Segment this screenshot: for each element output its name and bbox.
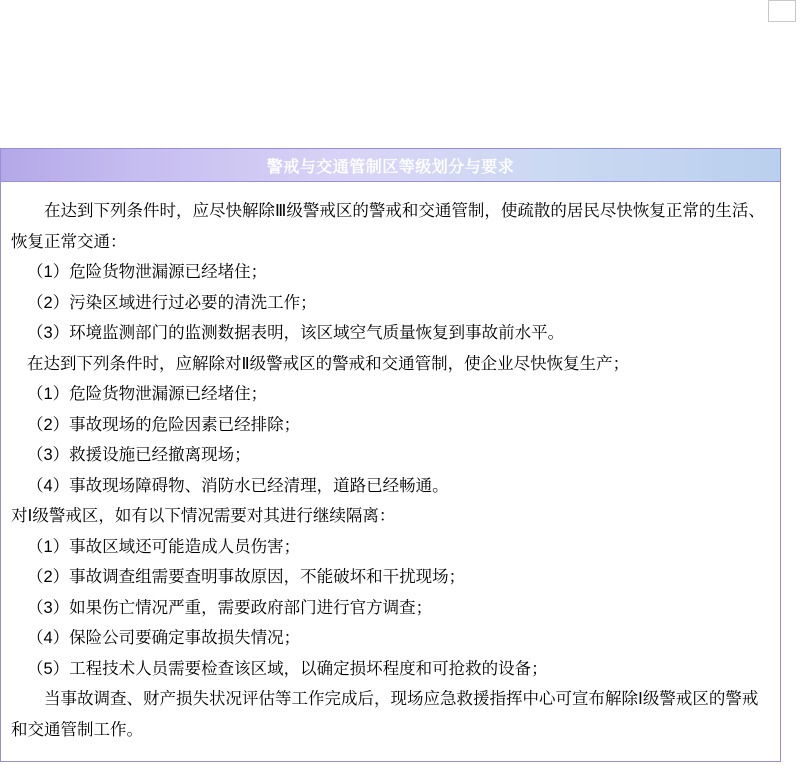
paragraph: 在达到下列条件时，应解除对Ⅱ级警戒区的警戒和交通管制，使企业尽快恢复生产；: [27, 354, 630, 373]
slide-body: [0, 182, 781, 762]
list-item: （2）事故调查组需要查明事故原因，不能破坏和干扰现场；: [27, 568, 466, 586]
paragraph: 当事故调查、财产损失状况评估等工作完成后，现场应急救援指挥中心可宣布解除Ⅰ级警戒区的警戒和交通管制工作。: [11, 690, 759, 739]
page-title: 警戒与交通管制区等级划分与要求: [266, 158, 515, 176]
list-item: （1）危险货物泄漏源已经堵住；: [27, 263, 268, 281]
slide-title-bar: [0, 148, 781, 182]
paragraph: 在达到下列条件时，应尽快解除Ⅲ级警戒区的警戒和交通管制，使疏散的居民尽快恢复正常的生活、恢复正常交通：: [11, 202, 765, 251]
list-item: （5）工程技术人员需要检查该区域，以确定损坏程度和可抢救的设备；: [27, 659, 548, 678]
list-item: （2）污染区域进行过必要的清洗工作；: [27, 293, 317, 312]
list-item: （3）如果伤亡情况严重，需要政府部门进行官方调查；: [27, 598, 433, 617]
list-item: （3）救援设施已经撤离现场；: [27, 446, 251, 464]
list-item: （1）事故区域还可能造成人员伤害；: [27, 537, 301, 556]
slide-content-block: [0, 148, 781, 762]
paragraph: 对Ⅰ级警戒区，如有以下情况需要对其进行继续隔离：: [11, 507, 396, 525]
list-item: （4）事故现场障碍物、消防水已经清理，道路已经畅通。: [27, 476, 449, 495]
list-item: （1）危险货物泄漏源已经堵住；: [27, 385, 268, 403]
list-item: （2）事故现场的危险因素已经排除；: [27, 415, 301, 434]
list-item: （3）环境监测部门的监测数据表明，该区域空气质量恢复到事故前水平。: [27, 324, 565, 342]
top-right-blank-box: [768, 0, 796, 22]
list-item: （4）保险公司要确定事故损失情况；: [27, 629, 301, 647]
